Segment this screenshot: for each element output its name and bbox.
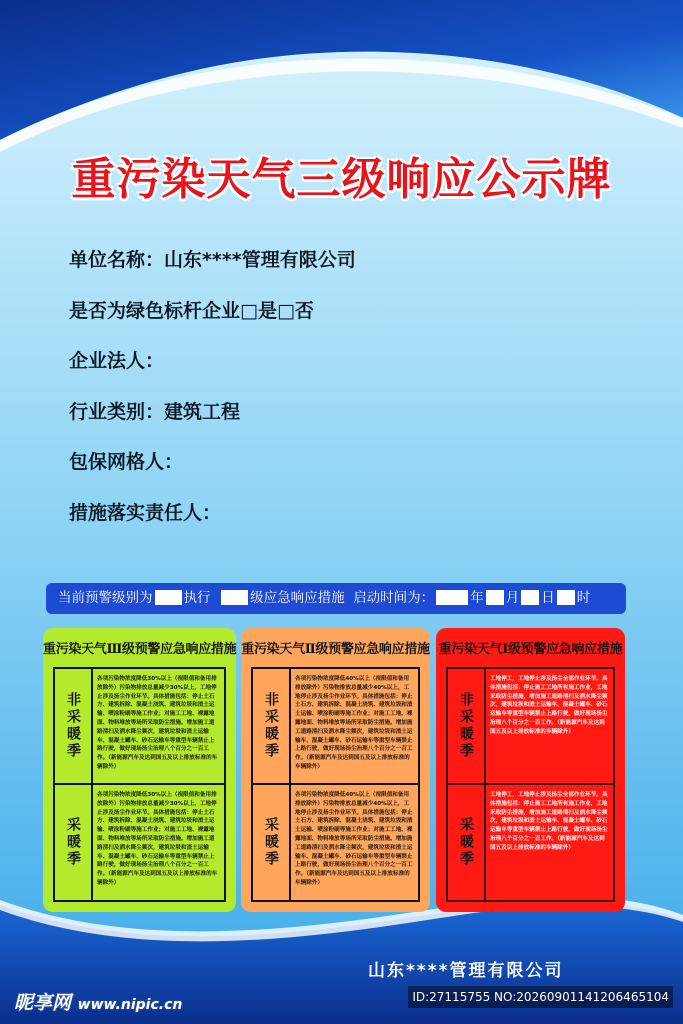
start-time-label: 启动时间为： bbox=[353, 590, 435, 606]
level3-table bbox=[53, 667, 226, 902]
watermark-id: ID:27115755 NO:20260901141206465104 bbox=[408, 986, 673, 1008]
level-blank bbox=[155, 590, 182, 605]
table-row bbox=[55, 669, 224, 785]
measures-text: 各项污染物浓度降低30%以上（视限值和备用排放除外）污染物排放总量减少30%以上，工地停止涉及扬尘作业环节。具体措施包括：停止土石方、建筑拆除、混凝土浇筑、建筑垃圾和渣土运输、喷涂粉刷等施工作业；对施工工地、裸露地面、物料堆放等场所采取防尘措施。增加施工道路清扫及洒水降尘频次，建筑垃圾和渣土运输车、混凝土罐车、砂石运输车等重型车辆禁止上路行驶，做好现场扬尘治理八个百分之一百工作。（新能源汽车及达到国五及以上排放标准的车辆除外） bbox=[97, 792, 218, 886]
grid-person-line: 包保网格人： bbox=[69, 451, 184, 473]
measures-text: 各项污染物浓度降低30%以上（视限值和备用排放除外）污染物排放总量减少30%以上，工地停止涉及扬尘作业环节。具体措施包括：停止土石方、建筑拆除、混凝土浇筑、建筑垃圾和渣土运输、喷涂粉刷等施工作业；对施工工地、裸露地面、物料堆放等场所采取防尘措施。增加施工道路清扫及洒水降尘频次，建筑垃圾和渣土运输车、混凝土罐车、砂石运输车等重型车辆禁止上路行驶，做好现场扬尘治理八个百分之一百工作。（新能源汽车及达到国五及以上排放标准的车辆除外） bbox=[97, 676, 218, 770]
warning-level-label: 当前预警级别为 bbox=[58, 590, 153, 606]
season-label: 采暖季 bbox=[55, 785, 93, 900]
table-row bbox=[253, 669, 418, 785]
year-label: 年 bbox=[470, 590, 484, 606]
unit-name-line: 单位名称：山东****管理有限公司 bbox=[69, 249, 356, 271]
watermark-logo bbox=[14, 988, 182, 1015]
warning-level-bar bbox=[46, 583, 626, 614]
table-row bbox=[448, 669, 613, 785]
response-label: 级应急响应措施 bbox=[250, 590, 345, 606]
company-info bbox=[69, 240, 629, 543]
season-label: 采暖季 bbox=[448, 785, 486, 900]
month-blank bbox=[486, 590, 504, 605]
level3-panel bbox=[43, 628, 236, 912]
season-label: 采暖季 bbox=[253, 785, 291, 900]
responsible-person-line: 措施落实责任人： bbox=[69, 501, 222, 524]
season-label: 非采暖季 bbox=[253, 669, 291, 783]
table-row bbox=[448, 785, 613, 900]
watermark-url: www.nipic.cn bbox=[77, 997, 183, 1013]
season-label: 非采暖季 bbox=[448, 669, 486, 783]
month-label: 月 bbox=[505, 590, 520, 606]
page-title: 重污染天气三级响应公示牌 bbox=[71, 154, 612, 205]
table-row bbox=[55, 785, 224, 900]
hour-blank bbox=[557, 590, 575, 605]
season-label: 非采暖季 bbox=[55, 669, 93, 783]
level2-table bbox=[251, 667, 420, 902]
day-label: 日 bbox=[541, 590, 555, 606]
level1-header: 重污染天气Ⅰ级预警应急响应措施 bbox=[438, 642, 623, 657]
level2-panel bbox=[241, 628, 430, 912]
level1-table bbox=[446, 667, 615, 902]
table-row bbox=[253, 785, 418, 900]
response-level-blank bbox=[221, 590, 248, 605]
level1-panel bbox=[436, 628, 625, 912]
year-blank bbox=[436, 590, 468, 605]
legal-person-line: 企业法人： bbox=[69, 350, 165, 372]
industry-line: 行业类别：建筑工程 bbox=[69, 400, 241, 423]
measures-text: 各项污染物浓度降低40%以上（视限值和备用排放除外）污染物排放总量减少40%以上，工地停止涉及扬尘作业环节。具体措施包括：停止土石方、建筑拆除、混凝土浇筑、建筑垃圾和渣土运输、喷涂粉刷等施工作业；对施工工地、裸露地面、物料堆放等场所采取防尘措施。增加施工道路清扫及洒水降尘频次，建筑垃圾和渣土运输车、混凝土罐车、砂石运输车等重型车辆禁止上路行驶，做好现场扬尘治理八个百分之一百工作。（新能源汽车及达到国五及以上排放标准的车辆除外） bbox=[295, 676, 413, 770]
footer-company-name: 山东****管理有限公司 bbox=[368, 961, 564, 981]
measures-text: 工地停工，工地停止涉及扬尘全部作业环节。具体措施包括：停止施工工地所有施工作业，工地采取防尘措施，增加施工道路清扫及洒水降尘频次，建筑垃圾和渣土运输车、混凝土罐车、砂石运输车等重型车辆禁止上路行驶，做好现场扬尘治理八个百分之一百工作。（新能源汽车及达到国五及以上排放标准的车辆除外） bbox=[490, 676, 608, 735]
execute-label: 执行 bbox=[183, 590, 211, 606]
level2-header: 重污染天气Ⅱ级预警应急响应措施 bbox=[241, 642, 430, 657]
hour-label: 时 bbox=[576, 590, 591, 606]
level3-header: 重污染天气Ⅲ级预警应急响应措施 bbox=[43, 642, 237, 657]
measures-text: 各项污染物浓度降低40%以上（视限值和备用排放除外）污染物排放总量减少40%以上，工地停止涉及扬尘作业环节。具体措施包括：停止土石方、建筑拆除、混凝土浇筑、建筑垃圾和渣土运输、喷涂粉刷等施工作业；对施工工地、裸露地面、物料堆放等场所采取防尘措施。增加施工道路清扫及洒水降尘频次，建筑垃圾和渣土运输车、混凝土罐车、砂石运输车等重型车辆禁止上路行驶，做好现场扬尘治理八个百分之一百工作。（新能源汽车及达到国五及以上排放标准的车辆除外） bbox=[295, 792, 413, 886]
green-enterprise-line: 是否为绿色标杆企业□是□否 bbox=[69, 299, 314, 322]
measures-text: 工地停工，工地停止涉及扬尘全部作业环节。具体措施包括：停止施工工地所有施工作业，工地采取防尘措施，增加施工道路清扫及洒水降尘频次，建筑垃圾和渣土运输车、混凝土罐车、砂石运输车等重型车辆禁止上路行驶，做好现场扬尘治理八个百分之一百工作。（新能源汽车及达到国五及以上排放标准的车辆除外） bbox=[490, 792, 608, 851]
watermark-logo-text: 昵享网 bbox=[14, 992, 72, 1014]
day-blank bbox=[521, 590, 539, 605]
